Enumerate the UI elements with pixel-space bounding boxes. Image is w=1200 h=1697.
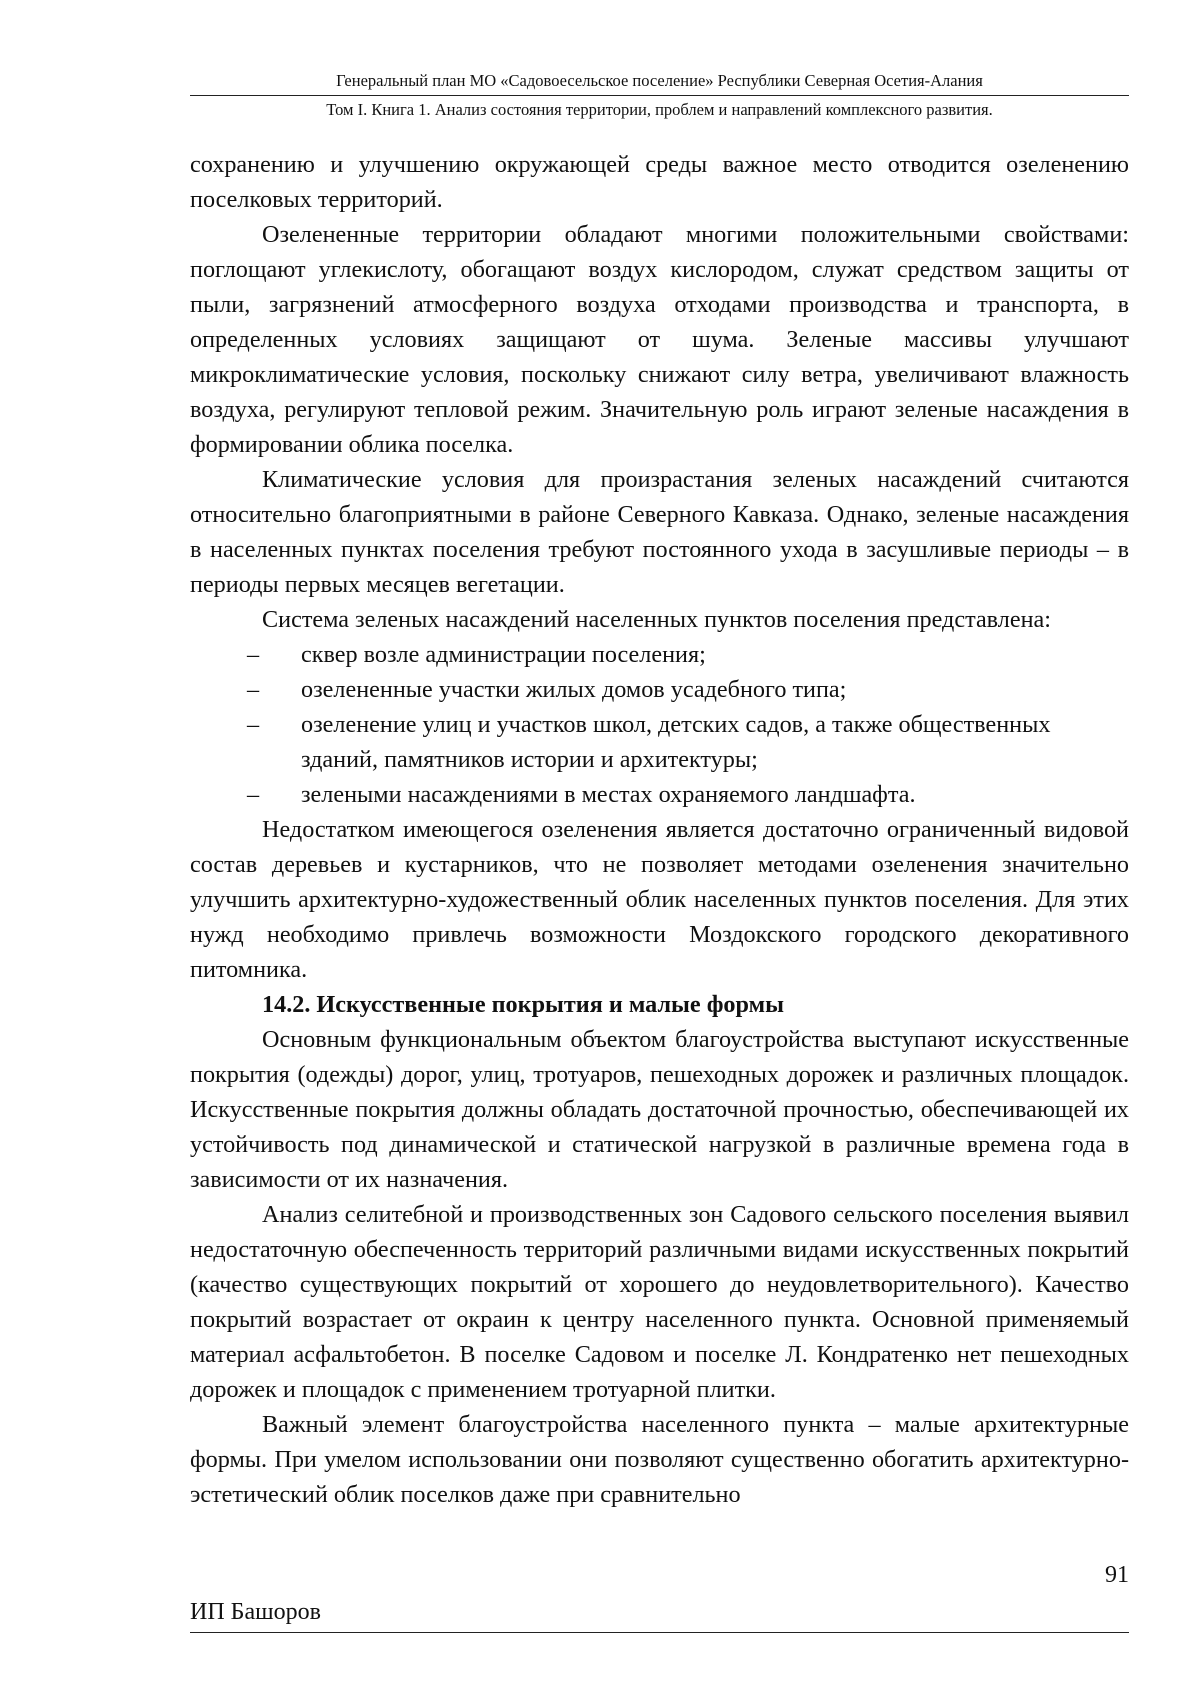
list-dash: – xyxy=(247,641,260,668)
paragraph-6: Основным функциональным объектом благоустройства выступают искусственные покрытия (одежды) дорог, улиц, тротуаров, пешеходных дорожек и различных площадок. Искусственные покрытия должны обладать достаточной прочностью, обеспечивающей их устойчивость под динамической и статической нагрузкой в различные времена года в зависимости от их назначения. xyxy=(190,1026,1129,1193)
list-item xyxy=(190,777,1129,812)
footer-rule xyxy=(190,1632,1129,1633)
page-number: 91 xyxy=(1105,1562,1129,1588)
running-header-subtitle: Том I. Книга 1. Анализ состояния территории, проблем и направлений комплексного развития. xyxy=(326,100,993,119)
list-item-text: озелененные участки жилых домов усадебного типа; xyxy=(301,676,847,703)
body-text xyxy=(190,147,1129,1512)
list-item-text: сквер возле администрации поселения; xyxy=(301,641,706,668)
paragraph-5: Недостатком имеющегося озеленения является достаточно ограниченный видовой состав деревьев и кустарников, что не позволяет методами озеленения значительно улучшить архитектурно-художественный облик населенных пунктов поселения. Для этих нужд необходимо привлечь возможности Моздокского городского декоративного питомника. xyxy=(190,816,1129,983)
list-item-text: зелеными насаждениями в местах охраняемого ландшафта. xyxy=(301,781,916,808)
paragraph-3: Климатические условия для произрастания зеленых насаждений считаются относительно благоприятными в районе Северного Кавказа. Однако, зеленые насаждения в населенных пунктах поселения требуют постоянного ухода в засушливые периоды – в периоды первых месяцев вегетации. xyxy=(190,466,1129,598)
paragraph-8: Важный элемент благоустройства населенного пункта – малые архитектурные формы. При умелом использовании они позволяют существенно обогатить архитектурно-эстетический облик поселков даже при сравнительно xyxy=(190,1411,1129,1508)
paragraph-1: сохранению и улучшению окружающей среды важное место отводится озеленению поселковых территорий. xyxy=(190,151,1129,213)
footer-author: ИП Башоров xyxy=(190,1599,321,1625)
list-item xyxy=(190,707,1129,777)
list-item xyxy=(190,637,1129,672)
list-dash: – xyxy=(247,711,260,738)
running-header-title: Генеральный план МО «Садовоесельское поселение» Республики Северная Осетия-Алания xyxy=(336,71,983,90)
header-rule xyxy=(190,95,1129,96)
list-item-text: озеленение улиц и участков школ, детских садов, а также общественных зданий, памятников истории и архитектуры; xyxy=(301,711,1051,773)
green-spaces-list xyxy=(190,637,1129,812)
section-heading: 14.2. Искусственные покрытия и малые формы xyxy=(262,991,784,1018)
list-item xyxy=(190,672,1129,707)
paragraph-7: Анализ селитебной и производственных зон Садового сельского поселения выявил недостаточную обеспеченность территорий различными видами искусственных покрытий (качество существующих покрытий от хорошего до неудовлетворительного). Качество покрытий возрастает от окраин к центру населенного пункта. Основной применяемый материал асфальтобетон. В поселке Садовом и поселке Л. Кондратенко нет пешеходных дорожек и площадок с применением тротуарной плитки. xyxy=(190,1201,1129,1403)
list-dash: – xyxy=(247,781,260,808)
paragraph-2: Озелененные территории обладают многими положительными свойствами: поглощают углекислоту, обогащают воздух кислородом, служат средством защиты от пыли, загрязнений атмосферного воздуха отходами производства и транспорта, в определенных условиях защищают от шума. Зеленые массивы улучшают микроклиматические условия, поскольку снижают силу ветра, увеличивают влажность воздуха, регулируют тепловой режим. Значительную роль играют зеленые насаждения в формировании облика поселка. xyxy=(190,221,1129,458)
list-dash: – xyxy=(247,676,260,703)
paragraph-4: Система зеленых насаждений населенных пунктов поселения представлена: xyxy=(262,606,1051,633)
